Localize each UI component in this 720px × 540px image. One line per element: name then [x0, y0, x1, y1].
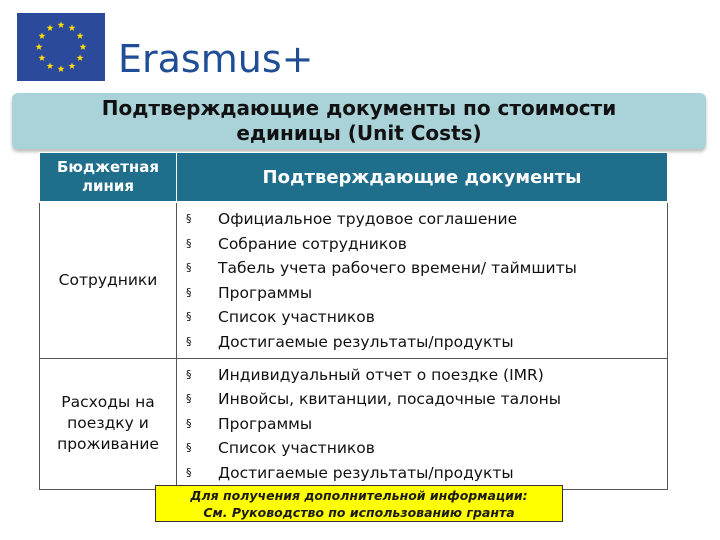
bullet-icon: § [186, 261, 192, 275]
column-header-documents: Подтверждающие документы [177, 153, 668, 203]
bullet-icon: § [186, 441, 192, 455]
list-item [177, 412, 667, 437]
list-item [177, 281, 667, 306]
eu-stars-icon [17, 13, 105, 81]
table-header-row [40, 153, 668, 203]
info-note-line1: Для получения дополнительной информации: [190, 488, 528, 503]
list-item [177, 330, 667, 355]
bullet-icon: § [186, 285, 192, 299]
list-item-text: Собрание сотрудников [218, 234, 407, 253]
list-item [177, 461, 667, 486]
row-category-staff: Сотрудники [40, 202, 177, 358]
list-item-text: Индивидуальный отчет о поездке (IMR) [218, 365, 544, 384]
star-icon [77, 54, 84, 61]
list-item-text: Достигаемые результаты/продукты [218, 332, 514, 351]
list-item-text: Инвойсы, квитанции, посадочные талоны [218, 390, 561, 409]
document-list-travel [177, 359, 667, 489]
info-note-line2: См. Руководство по использованию гранта [203, 505, 515, 520]
table-row-travel [40, 358, 668, 489]
star-icon [77, 32, 84, 39]
list-item-text: Достигаемые результаты/продукты [218, 463, 514, 482]
bullet-icon: § [186, 212, 192, 225]
star-icon [47, 62, 54, 69]
list-item [177, 363, 667, 388]
star-icon [36, 43, 43, 50]
bullet-icon: § [186, 367, 192, 381]
info-note [155, 485, 563, 522]
page-title-line1: Подтверждающие документы по стоимости [101, 96, 617, 120]
star-icon [69, 24, 76, 31]
list-item-text: Программы [218, 283, 313, 302]
list-item-text: Программы [218, 414, 313, 433]
row-category-travel: Расходы на поездку и проживание [40, 358, 177, 489]
list-item [177, 436, 667, 461]
row-items-travel [177, 358, 668, 489]
list-item-text: Список участников [218, 308, 375, 327]
row-items-staff [177, 202, 668, 358]
page-title [12, 96, 706, 146]
erasmus-plus-logo: Erasmus+ [118, 37, 314, 81]
bullet-icon: § [186, 465, 192, 479]
list-item-text: Табель учета рабочего времени/ таймшиты [218, 259, 577, 278]
star-icon [69, 62, 76, 69]
star-icon [39, 32, 46, 39]
star-icon [58, 65, 65, 72]
list-item [177, 207, 667, 232]
list-item [177, 256, 667, 281]
bullet-icon: § [186, 310, 192, 324]
list-item-text: Официальное трудовое соглашение [218, 210, 518, 228]
table-row-staff [40, 202, 668, 358]
list-item [177, 232, 667, 257]
list-item [177, 387, 667, 412]
bullet-icon: § [186, 392, 192, 406]
list-item-text: Список участников [218, 439, 375, 458]
documents-table [39, 152, 668, 490]
star-icon [58, 21, 65, 28]
document-list-staff [177, 203, 667, 358]
star-icon [47, 24, 54, 31]
star-icon [39, 54, 46, 61]
list-item [177, 305, 667, 330]
bullet-icon: § [186, 334, 192, 348]
bullet-icon: § [186, 236, 192, 250]
eu-flag-logo [17, 13, 105, 81]
bullet-icon: § [186, 416, 192, 430]
column-header-budget-line: Бюджетная линия [40, 153, 177, 203]
star-icon [80, 43, 87, 50]
page-title-line2: единицы (Unit Costs) [236, 121, 482, 145]
